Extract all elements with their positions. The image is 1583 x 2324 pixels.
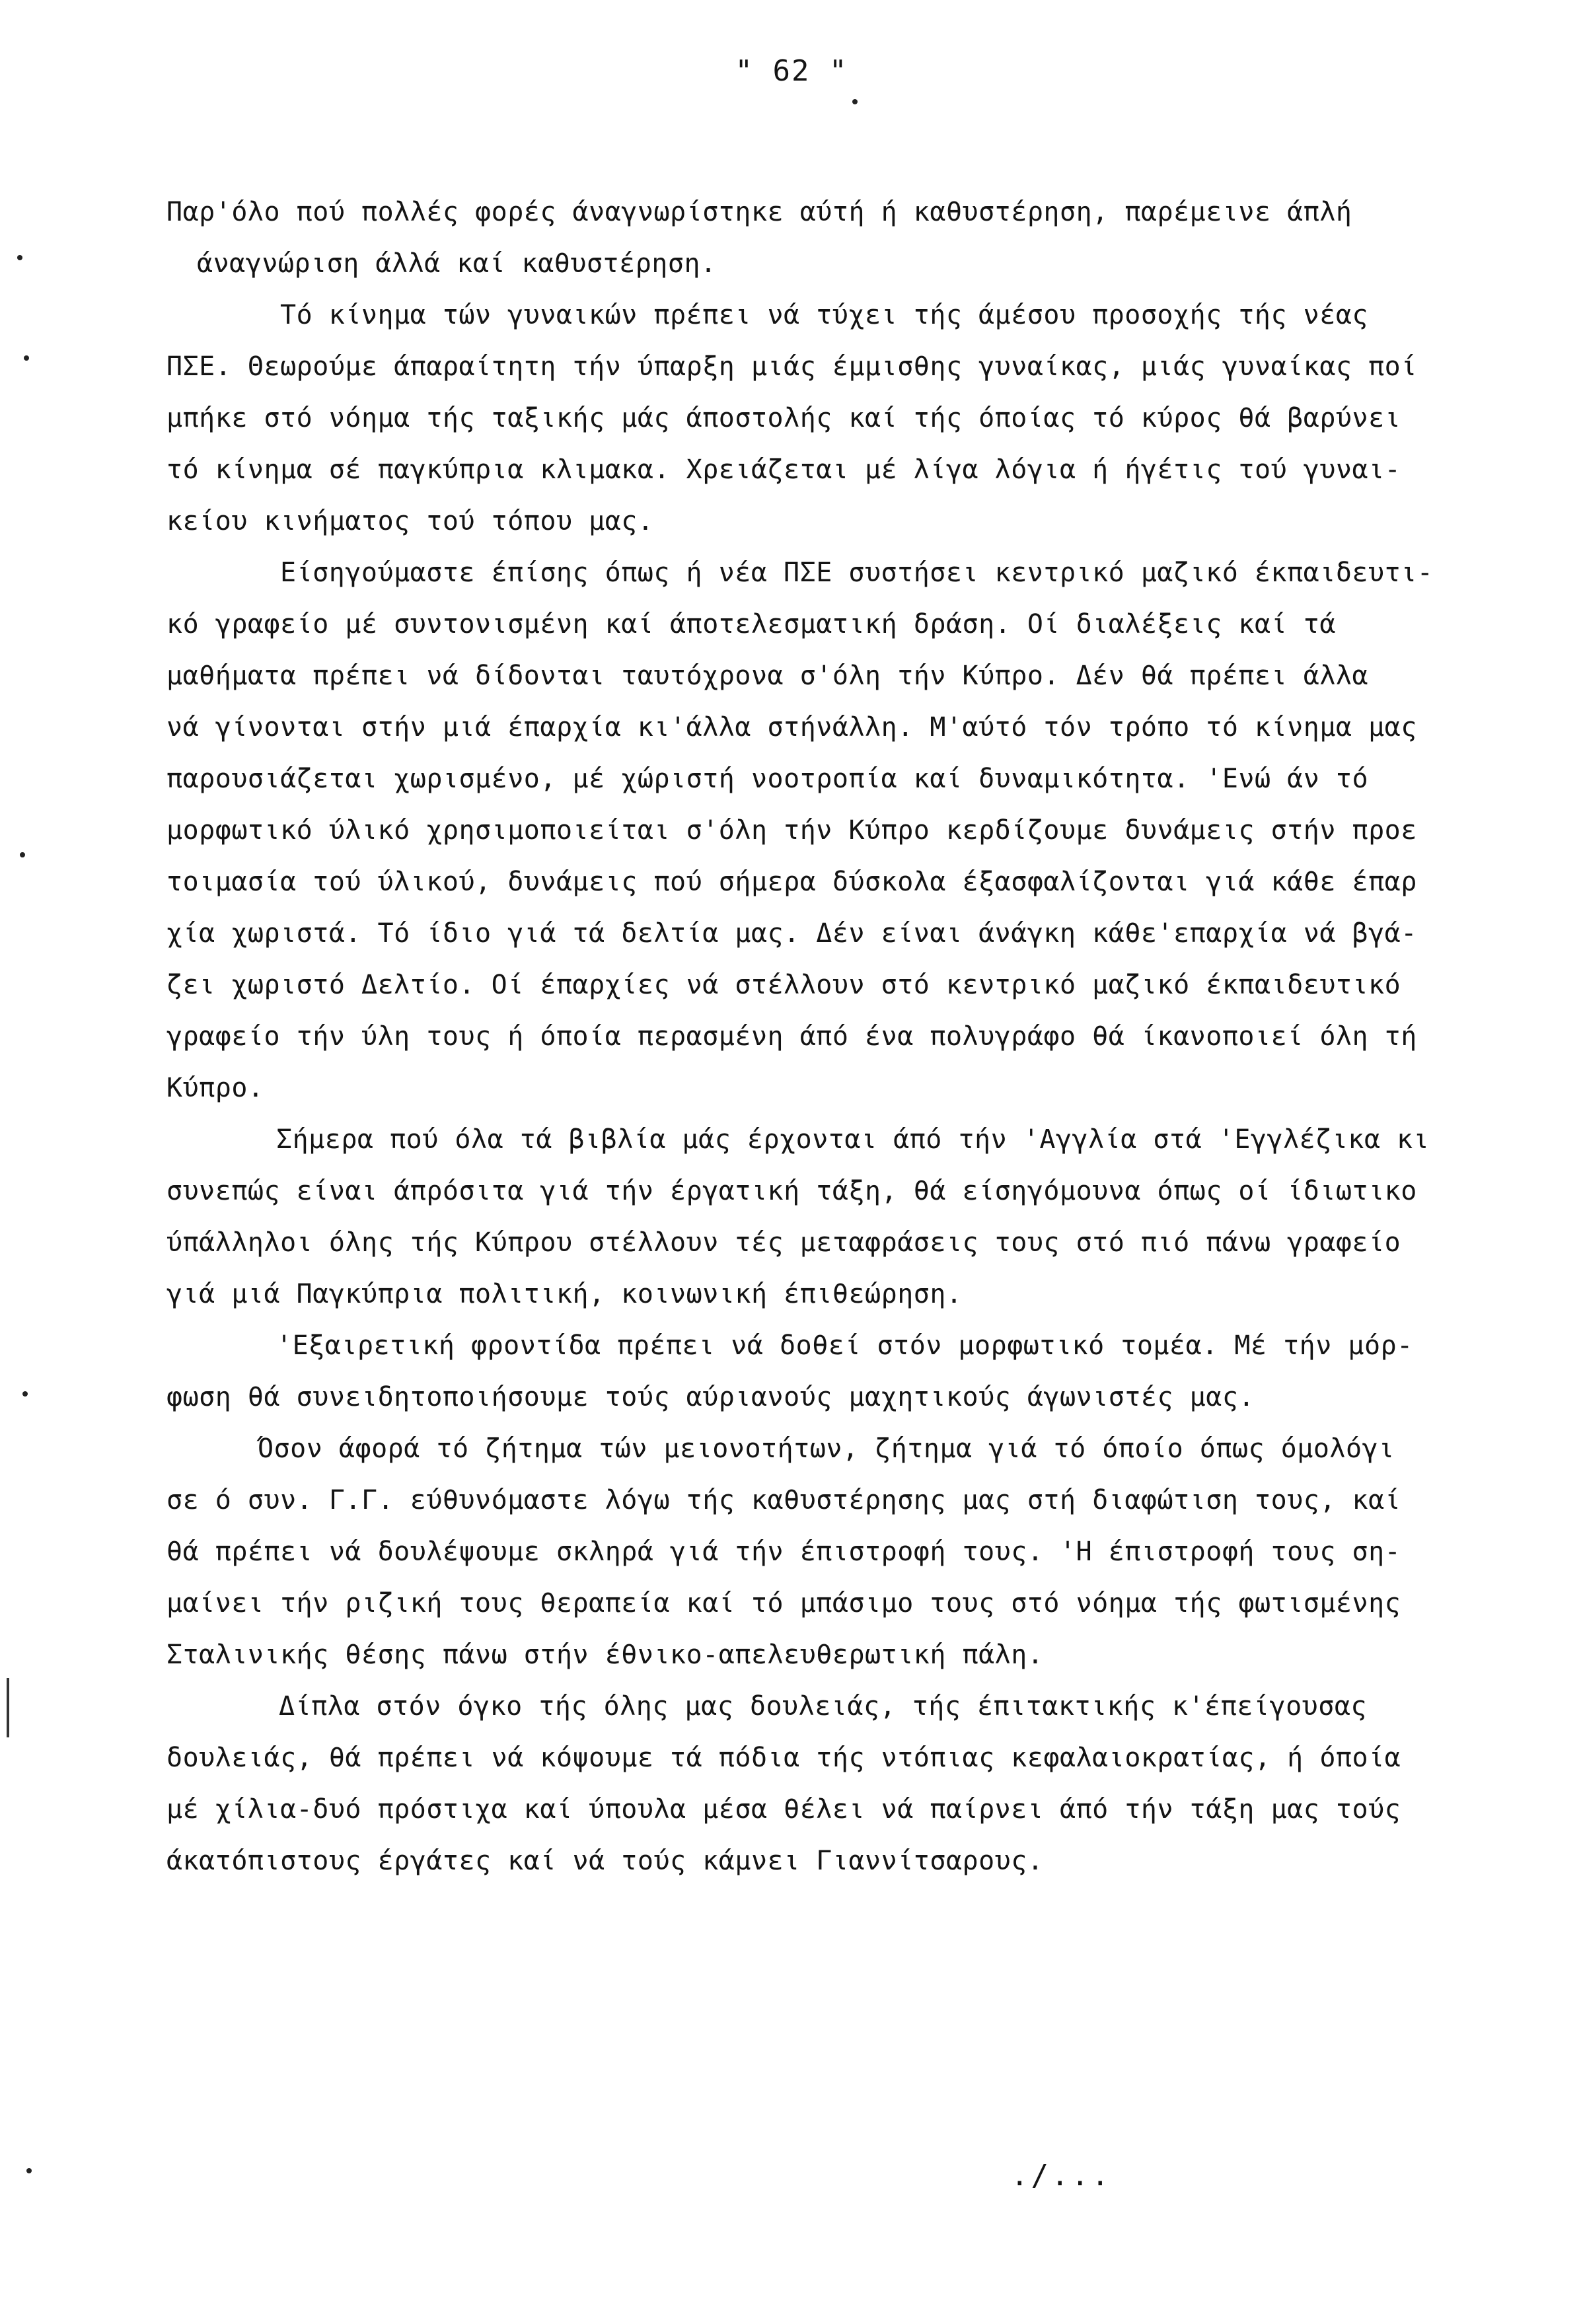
text-line: γραφείο τήν ύλη τους ή όποία περασμένη άπό ένα πολυγράφο θά ίκανοποιεί όλη τή [166, 1021, 1417, 1052]
text-line: κείου κινήματος τού τόπου μας. [166, 506, 654, 536]
text-line: συνεπώς είναι άπρόσιτα γιά τήν έργατική τάξη, θά είσηγόμουνα όπως οί ίδιωτικο [166, 1176, 1417, 1206]
text-line: Όσον άφορά τό ζήτημα τών μειονοτήτων, ζήτημα γιά τό όποίο όπως όμολόγι [258, 1434, 1395, 1464]
scan-edge-mark [0, 1678, 9, 1737]
continuation-mark: ./... [1011, 2159, 1112, 2193]
scan-speck [22, 1391, 28, 1397]
scan-speck [24, 355, 29, 361]
text-line: μορφωτικό ύλικό χρησιμοποιείται σ'όλη τήν Κύπρο κερδίζουμε δυνάμεις στήν προε [166, 815, 1417, 846]
text-line: ΠΣΕ. Θεωρούμε άπαραίτητη τήν ύπαρξη μιάς έμμισθης γυναίκας, μιάς γυναίκας ποί [166, 351, 1417, 382]
text-line: ύπάλληλοι όλης τής Κύπρου στέλλουν τές μεταφράσεις τους στό πιό πάνω γραφείο [166, 1227, 1401, 1258]
text-line: 'Εξαιρετική φροντίδα πρέπει νά δοθεί στόν μορφωτικό τομέα. Μέ τήν μόρ- [276, 1330, 1413, 1361]
text-line: θά πρέπει νά δουλέψουμε σκληρά γιά τήν έπιστροφή τους. 'Η έπιστροφή τους ση- [166, 1537, 1401, 1567]
text-line: ζει χωριστό Δελτίο. Οί έπαρχίες νά στέλλουν στό κεντρικό μαζικό έκπαιδευτικό [166, 970, 1401, 1000]
text-line: Δίπλα στόν όγκο τής όλης μας δουλειάς, τής έπιτακτικής κ'έπείγουσας [279, 1691, 1367, 1722]
text-line: μαθήματα πρέπει νά δίδονται ταυτόχρονα σ'όλη τήν Κύπρο. Δέν θά πρέπει άλλα [166, 661, 1369, 691]
text-line: χία χωριστά. Τό ίδιο γιά τά δελτία μας. Δέν είναι άνάγκη κάθε'επαρχία νά βγά- [166, 918, 1417, 949]
text-line: κό γραφείο μέ συντονισμένη καί άποτελεσματική δράση. Οί διαλέξεις καί τά [166, 609, 1336, 639]
text-line: τοιμασία τού ύλικού, δυνάμεις πού σήμερα δύσκολα έξασφαλίζονται γιά κάθε έπαρ [166, 867, 1417, 897]
text-line: μέ χίλια-δυό πρόστιχα καί ύπουλα μέσα θέλει νά παίρνει άπό τήν τάξη μας τούς [166, 1794, 1401, 1825]
text-line: άναγνώριση άλλά καί καθυστέρηση. [197, 248, 717, 279]
scan-speck [17, 255, 22, 260]
text-line: δουλειάς, θά πρέπει νά κόψουμε τά πόδια τής ντόπιας κεφαλαιοκρατίας, ή όποία [166, 1743, 1401, 1773]
text-line: μαίνει τήν ριζική τους θεραπεία καί τό μπάσιμο τους στό νόημα τής φωτισμένης [166, 1588, 1401, 1618]
text-line: γιά μιά Παγκύπρια πολιτική, κοινωνική έπιθεώρηση. [166, 1279, 963, 1309]
text-line: νά γίνονται στήν μιά έπαρχία κι'άλλα στήνάλλη. Μ'αύτό τόν τρόπο τό κίνημα μας [166, 712, 1417, 743]
text-line: Κύπρο. [166, 1073, 264, 1103]
text-line: σε ό συν. Γ.Γ. εύθυνόμαστε λόγω τής καθυστέρησης μας στή διαφώτιση τους, καί [166, 1485, 1401, 1515]
text-line: τό κίνημα σέ παγκύπρια κλιμακα. Χρειάζεται μέ λίγα λόγια ή ήγέτις τού γυναι- [166, 454, 1401, 485]
text-line: άκατόπιστους έργάτες καί νά τούς κάμνει Γιαννίτσαρους. [166, 1846, 1044, 1876]
scan-speck [26, 2168, 32, 2173]
text-line: Παρ'όλο πού πολλές φορές άναγνωρίστηκε αύτή ή καθυστέρηση, παρέμεινε άπλή [166, 197, 1352, 227]
text-line: παρουσιάζεται χωρισμένο, μέ χώριστή νοοτροπία καί δυναμικότητα. 'Ενώ άν τό [166, 764, 1369, 794]
text-line: Σήμερα πού όλα τά βιβλία μάς έρχονται άπό τήν 'Αγγλία στά 'Εγγλέζικα κι [276, 1124, 1430, 1155]
body-text [166, 186, 1501, 1887]
scan-speck [20, 852, 25, 857]
text-line: Τό κίνημα τών γυναικών πρέπει νά τύχει τής άμέσου προσοχής τής νέας [280, 300, 1368, 330]
text-line: Σταλινικής θέσης πάνω στήν έθνικο-απελευθερωτική πάλη. [166, 1640, 1044, 1670]
scan-speck [852, 99, 858, 104]
text-line: μπήκε στό νόημα τής ταξικής μάς άποστολής καί τής όποίας τό κύρος θά βαρύνει [166, 403, 1401, 433]
text-line: Είσηγούμαστε έπίσης όπως ή νέα ΠΣΕ συστήσει κεντρικό μαζικό έκπαιδευτι- [280, 558, 1434, 588]
page-number: " 62 " [735, 54, 848, 88]
text-line: φωση θά συνειδητοποιήσουμε τούς αύριανούς μαχητικούς άγωνιστές μας. [166, 1382, 1255, 1412]
